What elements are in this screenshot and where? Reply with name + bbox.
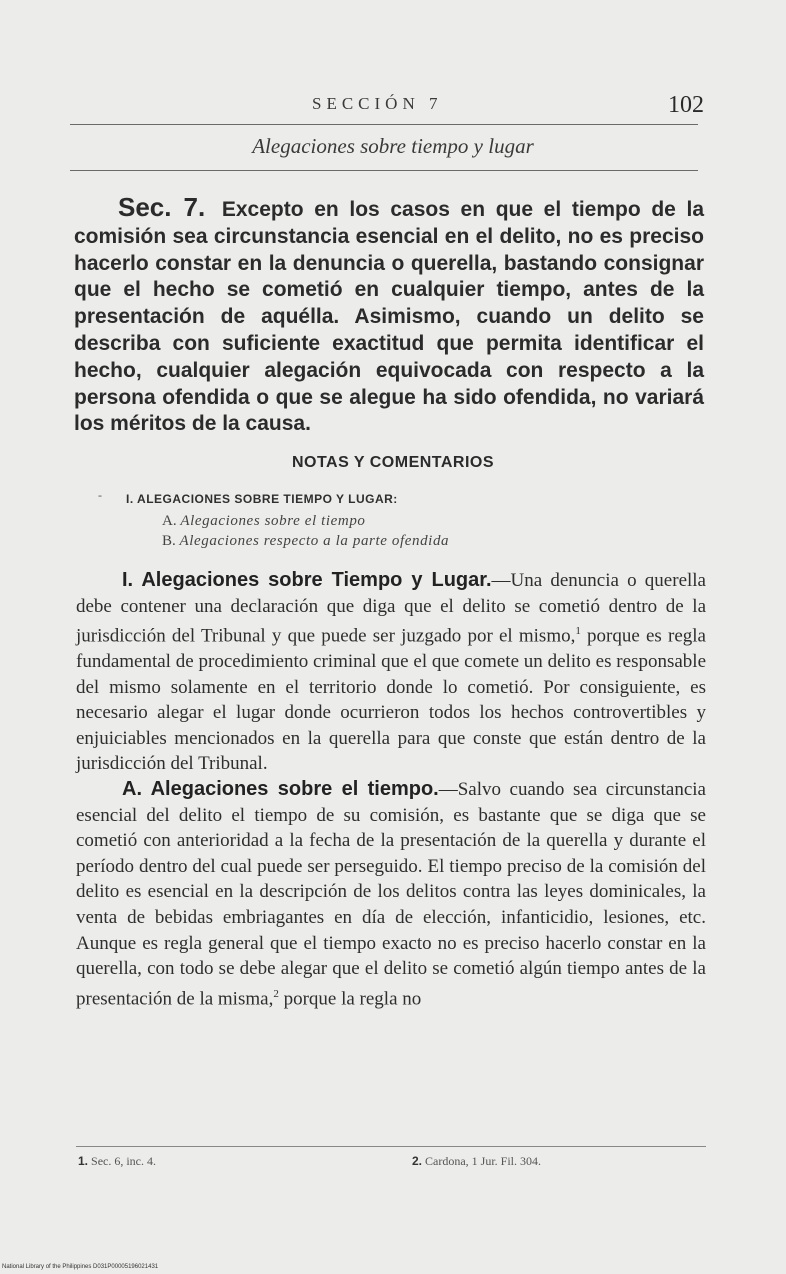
- page-subtitle: Alegaciones sobre tiempo y lugar: [252, 134, 534, 158]
- outline-letter: B.: [162, 533, 176, 549]
- footnote-ref: 2: [273, 987, 279, 1000]
- paragraph-heading: A. Alegaciones sobre el tiempo.: [122, 778, 439, 801]
- footnote-2: [412, 1154, 541, 1169]
- outline-heading: I. ALEGACIONES SOBRE TIEMPO Y LUGAR:: [126, 492, 398, 506]
- notes-title: NOTAS Y COMENTARIOS: [291, 454, 495, 471]
- outline-text: Alegaciones respecto a la parte ofendida: [179, 533, 450, 549]
- paragraph-tiempo: [76, 777, 706, 1012]
- header-rule-top: [70, 124, 698, 125]
- footnote-number: 1.: [78, 1154, 89, 1168]
- outline-item: [162, 533, 449, 550]
- section-text: [74, 194, 704, 438]
- section-label: Sec. 7.: [118, 192, 206, 222]
- outline-letter: A.: [162, 513, 177, 529]
- footnote-1: [78, 1154, 156, 1169]
- paragraph-lugar: [76, 568, 706, 777]
- commentary-body: [76, 568, 706, 1012]
- page-number: 102: [668, 92, 704, 118]
- paragraph-text: —Una denuncia o querella debe contener una declaración que diga que el delito se cometió dentro de la jurisdicción del Tribunal y que puede ser juzgado por el mismo,: [76, 570, 706, 647]
- section-heading: SECCIÓN 7: [312, 94, 443, 113]
- paragraph-text: —Salvo cuando sea circunstancia esencial del delito el tiempo de su comisión, es bastante que se diga que se cometió con anterioridad a la fecha de la presentación de la querella y durante el período dentro del cual puede ser perseguido. El tiempo preciso de la comisión del delito es esencial en la descripción de los delitos contra las leyes dominicales, la venta de bebidas embriagantes en día de elección, infanticidio, lesiones, etc. Aunque es regla general que el tiempo exacto no es preciso hacerlo constar en la querella, con todo se debe alegar que el delito se cometió algún tiempo antes de la presentación de la misma,: [76, 779, 706, 1010]
- footnote-ref: 1: [575, 625, 581, 638]
- outline-text: Alegaciones sobre el tiempo: [180, 513, 366, 529]
- scan-credit: National Library of the Philippines D031P00005196021431: [2, 1264, 159, 1270]
- section-body: Excepto en los casos en que el tiempo de la comisión sea circunstancia esencial en el delito, no es preciso hacerlo constar en la denuncia o querella, bastando consignar que el hecho se cometió en cualquier tiempo, antes de la presentación de aquélla. Asimismo, cuando un delito se describa con suficiente exactitud que permita identificar el hecho, cualquier alegación equivocada con respecto a la persona ofendida o que se alegue ha sido ofendida, no variará los méritos de la causa.: [74, 198, 704, 436]
- footnote-rule: [76, 1146, 706, 1147]
- paragraph-heading: I. Alegaciones sobre Tiempo y Lugar.: [122, 569, 492, 591]
- footnote-number: 2.: [412, 1154, 423, 1168]
- paragraph-text: porque la regla no: [278, 988, 422, 1010]
- bullet-mark: -: [98, 488, 102, 502]
- header-rule-bottom: [70, 170, 698, 171]
- footnote-text: Sec. 6, inc. 4.: [91, 1154, 157, 1168]
- outline-item: [162, 513, 366, 530]
- paragraph-text: porque es regla fundamental de procedimiento criminal que el que comete un delito es responsable del mismo solamente en el territorio donde lo cometió. Por consiguiente, es necesario alegar el lugar donde ocurrieron todos los hechos controvertibles y enjuiciables mencionados en la querella para que conste que están dentro de la jurisdicción del Tribunal.: [76, 625, 706, 775]
- footnote-text: Cardona, 1 Jur. Fil. 304.: [425, 1154, 542, 1168]
